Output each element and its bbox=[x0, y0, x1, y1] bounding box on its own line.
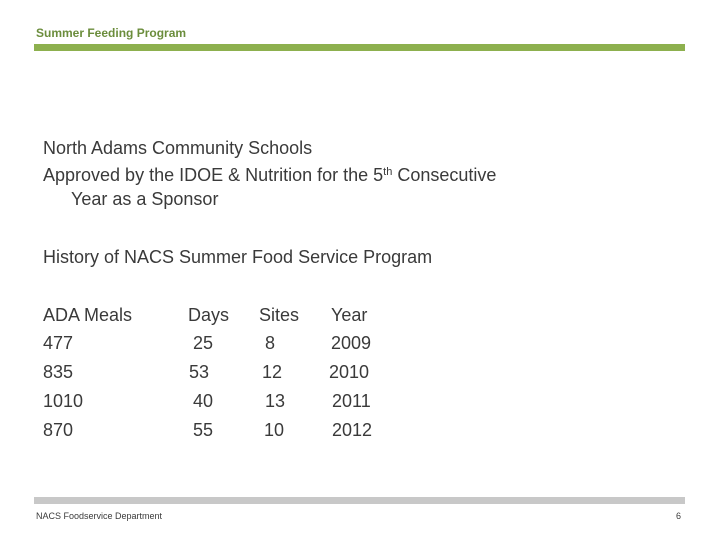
table-cell-days: 53 bbox=[189, 362, 210, 382]
footer-department: NACS Foodservice Department bbox=[36, 511, 163, 521]
table-cell-days: 55 bbox=[193, 420, 214, 440]
footer-rule bbox=[34, 497, 685, 504]
header-rule bbox=[34, 44, 685, 51]
table-cell-sites: 8 bbox=[265, 333, 276, 353]
table-cell-meals: 870 bbox=[43, 420, 74, 440]
table-cell-year: 2011 bbox=[332, 391, 371, 411]
column-header-year: Year bbox=[331, 305, 368, 325]
approval-text-prefix: Approved by the IDOE & Nutrition for the 5 bbox=[43, 165, 384, 185]
table-cell-year: 2009 bbox=[331, 333, 372, 353]
column-header-sites: Sites bbox=[259, 305, 300, 325]
approval-text-suffix: Consecutive bbox=[392, 165, 497, 185]
approval-line-continued: Year as a Sponsor bbox=[71, 189, 219, 209]
ordinal-suffix: th bbox=[383, 166, 393, 178]
table-cell-sites: 13 bbox=[265, 391, 286, 411]
history-title: History of NACS Summer Food Service Program bbox=[43, 247, 433, 267]
table-cell-sites: 12 bbox=[262, 362, 283, 382]
column-header-days: Days bbox=[188, 305, 230, 325]
page-number: 6 bbox=[676, 511, 682, 521]
table-cell-days: 25 bbox=[193, 333, 214, 353]
table-cell-meals: 477 bbox=[43, 333, 74, 353]
table-cell-year: 2010 bbox=[329, 362, 370, 382]
column-header-ada-meals: ADA Meals bbox=[43, 305, 133, 325]
table-cell-meals: 1010 bbox=[43, 391, 84, 411]
header-title: Summer Feeding Program bbox=[36, 26, 187, 40]
table-cell-days: 40 bbox=[193, 391, 214, 411]
school-name: North Adams Community Schools bbox=[43, 138, 313, 158]
table-cell-sites: 10 bbox=[264, 420, 285, 440]
table-cell-year: 2012 bbox=[332, 420, 373, 440]
approval-line bbox=[43, 164, 496, 186]
table-cell-meals: 835 bbox=[43, 362, 74, 382]
